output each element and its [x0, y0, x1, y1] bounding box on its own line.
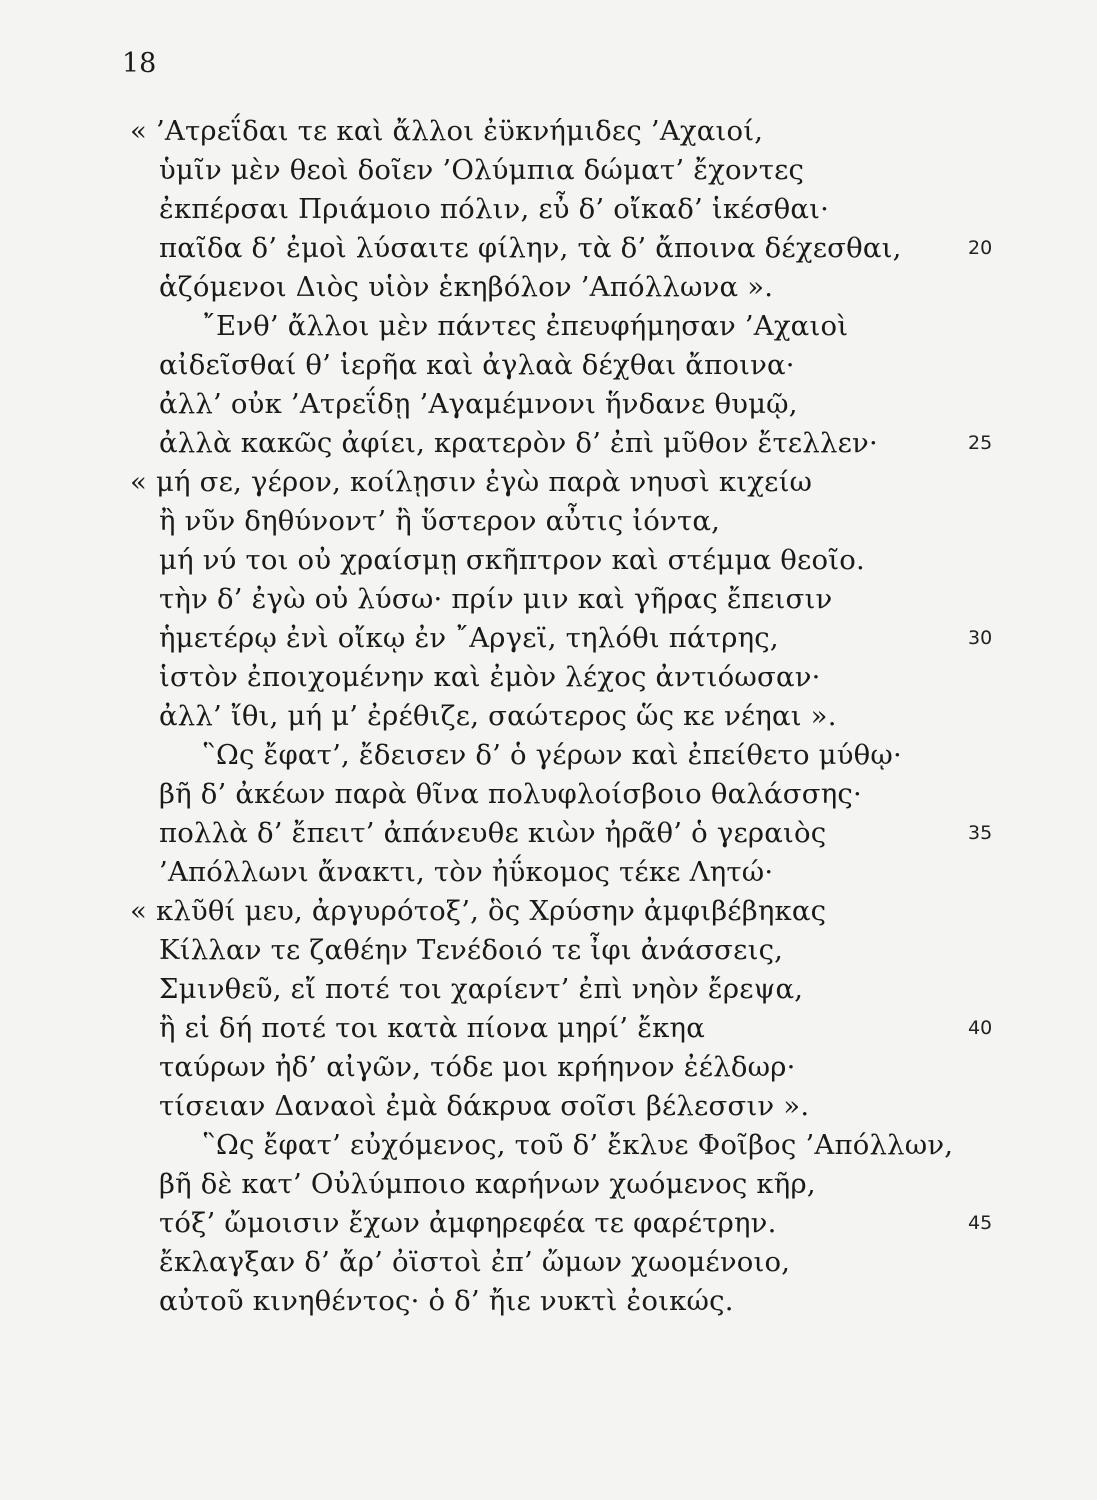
verse-line: [0, 1087, 1097, 1126]
line-number: 40: [968, 1017, 993, 1039]
verse-line: [0, 268, 1097, 307]
verse-text: ἁζόμενοι Διὸς υἱὸν ἑκηβόλον ’Απόλλωνα ».: [159, 271, 774, 303]
verse-text: ἐκπέρσαι Πριάμοιο πόλιν, εὖ δ’ οἴκαδ’ ἱκέσθαι·: [159, 193, 830, 225]
verse-line: [0, 892, 1097, 931]
verse-text: παῖδα δ’ ἐμοὶ λύσαιτε φίλην, τὰ δ’ ἄποινα δέχεσθαι,: [159, 232, 902, 264]
verse-line: [0, 697, 1097, 736]
verse-text: ῝Ως ἔφατ’, ἔδεισεν δ’ ὁ γέρων καὶ ἐπείθετο μύθῳ·: [202, 739, 902, 771]
verse-line: [0, 775, 1097, 814]
verse-line: [0, 1126, 1097, 1165]
verse-text: τίσειαν Δαναοὶ ἐμὰ δάκρυα σοῖσι βέλεσσιν ».: [159, 1090, 810, 1122]
verse-line: [0, 1282, 1097, 1321]
verse-line: [0, 736, 1097, 775]
verse-line: [0, 814, 1097, 853]
verse-line: [0, 1048, 1097, 1087]
verse-text: ἀλλ’ οὐκ ’Ατρεΐδῃ ’Αγαμέμνονι ἥνδανε θυμῷ,: [159, 388, 798, 420]
verse-line: [0, 931, 1097, 970]
verse-text: ἱστὸν ἐποιχομένην καὶ ἐμὸν λέχος ἀντιόωσαν·: [159, 661, 821, 693]
verse-text: ταύρων ἠδ’ αἰγῶν, τόδε μοι κρήηνον ἐέλδωρ·: [159, 1051, 796, 1083]
verse-text: ’Απόλλωνι ἄνακτι, τὸν ἠΰκομος τέκε Λητώ·: [159, 856, 774, 888]
verse-line: [0, 580, 1097, 619]
verse-text: τόξ’ ὤμοισιν ἔχων ἀμφηρεφέα τε φαρέτρην.: [159, 1207, 777, 1239]
verse-line: [0, 853, 1097, 892]
verse-text: ἔκλαγξαν δ’ ἄρ’ ὀϊστοὶ ἐπ’ ὤμων χωομένοιο,: [159, 1246, 791, 1278]
verse-text: ἢ νῦν δηθύνοντ’ ἢ ὕστερον αὖτις ἰόντα,: [159, 505, 721, 537]
verse-text: βῆ δ’ ἀκέων παρὰ θῖνα πολυφλοίσβοιο θαλάσσης·: [159, 778, 862, 810]
verse-line: [0, 1204, 1097, 1243]
verse-line: [0, 307, 1097, 346]
verse-text: βῆ δὲ κατ’ Οὐλύμποιο καρήνων χωόμενος κῆρ,: [159, 1168, 816, 1200]
verse-line: [0, 658, 1097, 697]
line-number: 20: [968, 237, 993, 259]
verse-line: [0, 346, 1097, 385]
page-number: 18: [122, 48, 157, 79]
verse-line: [0, 112, 1097, 151]
verse-text: ἡμετέρῳ ἐνὶ οἴκῳ ἐν ῎Αργεϊ, τηλόθι πάτρης,: [159, 622, 779, 654]
verse-line: [0, 229, 1097, 268]
line-number: 35: [968, 822, 993, 844]
verse-text: Σμινθεῦ, εἴ ποτέ τοι χαρίεντ’ ἐπὶ νηὸν ἔρεψα,: [159, 973, 804, 1005]
verse-block: [0, 112, 1097, 1321]
verse-text: πολλὰ δ’ ἔπειτ’ ἀπάνευθε κιὼν ἠρᾶθ’ ὁ γεραιὸς: [159, 817, 827, 849]
verse-text: αὐτοῦ κινηθέντος· ὁ δ’ ἤιε νυκτὶ ἐοικώς.: [159, 1285, 734, 1317]
verse-line: [0, 541, 1097, 580]
verse-text: ἀλλ’ ἴθι, μή μ’ ἐρέθιζε, σαώτερος ὥς κε νέηαι ».: [159, 700, 837, 732]
verse-line: [0, 424, 1097, 463]
verse-line: [0, 970, 1097, 1009]
verse-line: [0, 463, 1097, 502]
verse-text: « ’Ατρεΐδαι τε καὶ ἄλλοι ἐϋκνήμιδες ’Αχαιοί,: [130, 115, 764, 147]
verse-text: ὑμῖν μὲν θεοὶ δοῖεν ’Ολύμπια δώματ’ ἔχοντες: [159, 154, 805, 186]
verse-line: [0, 502, 1097, 541]
verse-text: ἀλλὰ κακῶς ἀφίει, κρατερὸν δ’ ἐπὶ μῦθον ἔτελλεν·: [159, 427, 878, 459]
line-number: 30: [968, 627, 993, 649]
verse-line: [0, 1243, 1097, 1282]
verse-text: ἢ εἰ δή ποτέ τοι κατὰ πίονα μηρί’ ἔκηα: [159, 1012, 705, 1044]
verse-text: ῎Ενθ’ ἄλλοι μὲν πάντες ἐπευφήμησαν ’Αχαιοὶ: [202, 310, 849, 342]
verse-text: « κλῦθί μευ, ἀργυρότοξ’, ὃς Χρύσην ἀμφιβέβηκας: [130, 895, 827, 927]
verse-line: [0, 1009, 1097, 1048]
verse-text: αἰδεῖσθαί θ’ ἱερῆα καὶ ἀγλαὰ δέχθαι ἄποινα·: [159, 349, 795, 381]
verse-line: [0, 619, 1097, 658]
verse-text: « μή σε, γέρον, κοίλῃσιν ἐγὼ παρὰ νηυσὶ κιχείω: [130, 466, 813, 498]
line-number: 45: [968, 1212, 993, 1234]
verse-text: μή νύ τοι οὐ χραίσμῃ σκῆπτρον καὶ στέμμα θεοῖο.: [159, 544, 865, 576]
verse-line: [0, 1165, 1097, 1204]
verse-text: ῝Ως ἔφατ’ εὐχόμενος, τοῦ δ’ ἔκλυε Φοῖβος ’Απόλλων,: [202, 1129, 954, 1161]
verse-line: [0, 151, 1097, 190]
line-number: 25: [968, 432, 993, 454]
verse-text: τὴν δ’ ἐγὼ οὐ λύσω· πρίν μιν καὶ γῆρας ἔπεισιν: [159, 583, 833, 615]
verse-line: [0, 385, 1097, 424]
verse-line: [0, 190, 1097, 229]
verse-text: Κίλλαν τε ζαθέην Τενέδοιό τε ἶφι ἀνάσσεις,: [159, 934, 784, 966]
